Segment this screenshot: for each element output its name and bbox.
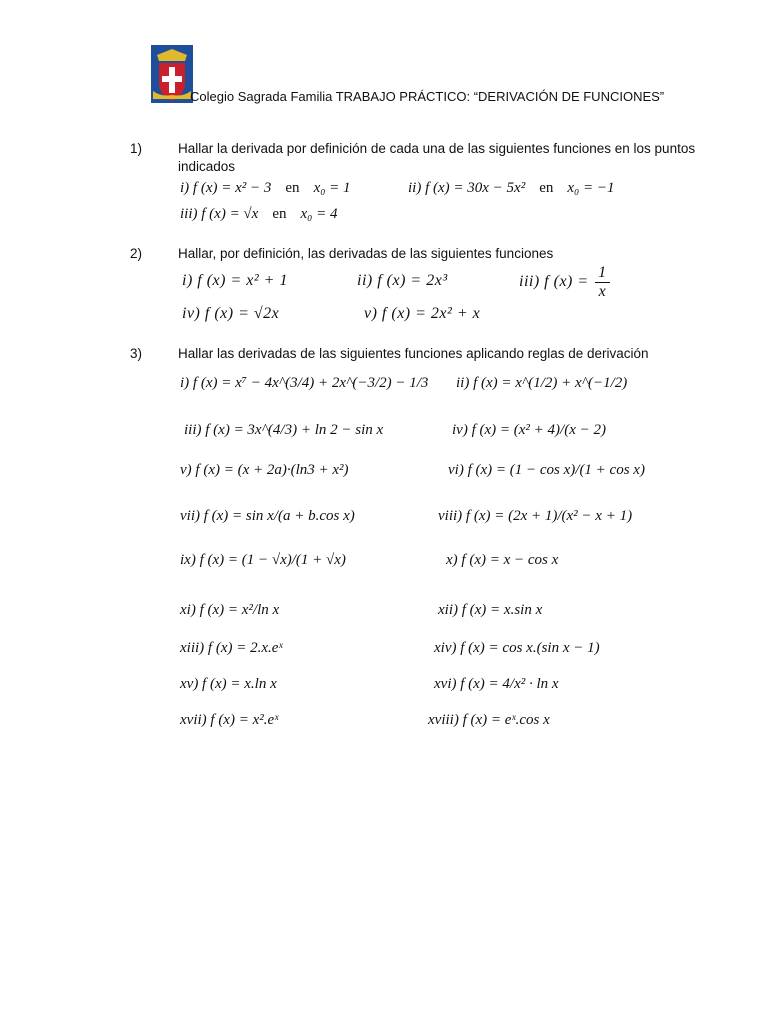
ex3-item-viii: viii) f (x) = (2x + 1)/(x² − x + 1) [438,508,633,524]
ex2-item-i: i) f (x) = x² + 1 [182,272,288,289]
ex3-item-xvii: xvii) f (x) = x².eˣ [180,712,279,728]
ex3-item-iii: iii) f (x) = 3x^(4/3) + ln 2 − sin x [184,422,384,438]
ex1-item-i: i) f (x) = x² − 3 en x₀ = 1 [180,180,351,196]
ex3-item-xiv: xiv) f (x) = cos x.(sin x − 1) [434,640,600,656]
ex3-item-xi: xi) f (x) = x²/ln x [180,602,280,618]
ex2-item-v: v) f (x) = 2x² + x [364,305,481,322]
ex1-item-iii: iii) f (x) = √x en x₀ = 4 [180,206,338,222]
ex3-item-v: v) f (x) = (x + 2a)·(ln3 + x²) [180,462,349,478]
ex3-item-xv: xv) f (x) = x.ln x [180,676,277,692]
exercise-1-number: 1) [130,141,143,156]
ex2-item-iv: iv) f (x) = √2x [182,305,280,322]
ex3-item-xii: xii) f (x) = x.sin x [438,602,543,618]
ex3-item-i: i) f (x) = x⁷ − 4x^(3/4) + 2x^(−3/2) − 1/3 [180,375,429,391]
ex3-item-vii: vii) f (x) = sin x/(a + b.cos x) [180,508,355,524]
school-crest-logo [151,45,193,103]
ex3-item-x: x) f (x) = x − cos x [446,552,559,568]
ex3-item-xvi: xvi) f (x) = 4/x² · ln x [434,676,559,692]
exercise-2-text: Hallar, por definición, las derivadas de las siguientes funciones [178,246,554,261]
ex3-item-iv: iv) f (x) = (x² + 4)/(x − 2) [452,422,606,438]
ex3-item-xviii: xviii) f (x) = eˣ.cos x [428,712,550,728]
document-title: Colegio Sagrada Familia TRABAJO PRÁCTICO: “DERIVACIÓN DE FUNCIONES” [190,89,665,104]
ex3-item-vi: vi) f (x) = (1 − cos x)/(1 + cos x) [448,462,645,478]
exercise-1-text: Hallar la derivada por definición de cada una de las siguientes funciones en los puntos indicados [178,141,696,174]
ex2-item-iii: iii) f (x) = $\frac{1}{x}$ [519,264,612,301]
exercise-3-text: Hallar las derivadas de las siguientes funciones aplicando reglas de derivación [178,346,649,361]
ex2-item-ii: ii) f (x) = 2x³ [357,272,448,289]
exercise-2-number: 2) [130,246,143,261]
exercise-3-number: 3) [130,346,143,361]
ex3-item-ix: ix) f (x) = (1 − √x)/(1 + √x) [180,552,346,568]
ex3-item-ii: ii) f (x) = x^(1/2) + x^(−1/2) [456,375,628,391]
ex1-item-ii: ii) f (x) = 30x − 5x² en x₀ = −1 [408,180,615,196]
ex3-item-xiii: xiii) f (x) = 2.x.eˣ [180,640,283,656]
